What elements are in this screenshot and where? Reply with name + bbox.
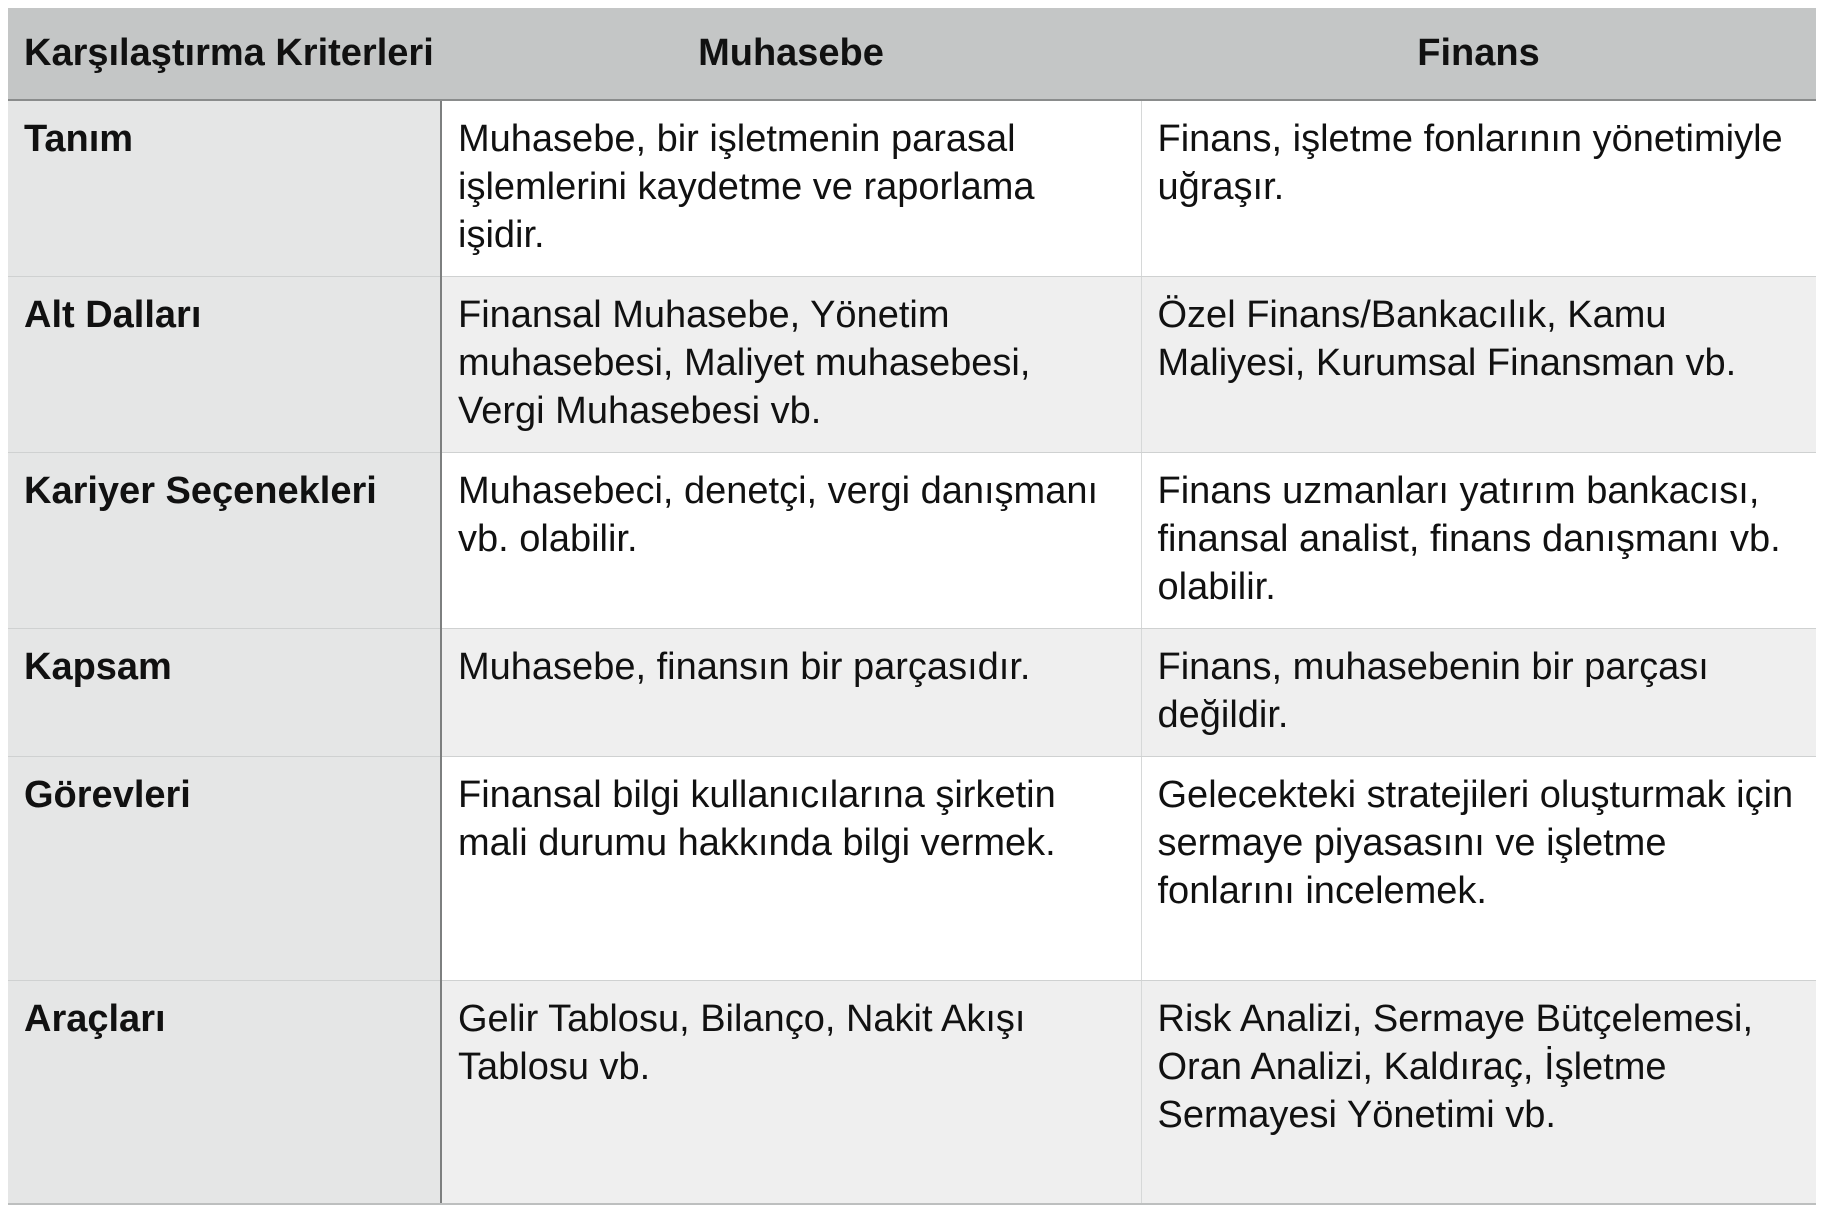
criterion-cell: Araçları (8, 980, 441, 1204)
table-row (8, 756, 1816, 980)
table-row (8, 628, 1816, 756)
accounting-cell: Muhasebe, bir işletmenin parasal işlemlerini kaydetme ve raporlama işidir. (441, 100, 1141, 276)
accounting-cell: Finansal Muhasebe, Yönetim muhasebesi, Maliyet muhasebesi, Vergi Muhasebesi vb. (441, 276, 1141, 452)
finance-cell: Finans, muhasebenin bir parçası değildir. (1141, 628, 1816, 756)
criterion-cell: Kapsam (8, 628, 441, 756)
finance-cell: Finans uzmanları yatırım bankacısı, finansal analist, finans danışmanı vb. olabilir. (1141, 452, 1816, 628)
header-finance: Finans (1141, 8, 1816, 100)
header-accounting: Muhasebe (441, 8, 1141, 100)
accounting-cell: Muhasebe, finansın bir parçasıdır. (441, 628, 1141, 756)
criterion-cell: Kariyer Seçenekleri (8, 452, 441, 628)
finance-cell: Finans, işletme fonlarının yönetimiyle uğraşır. (1141, 100, 1816, 276)
accounting-cell: Finansal bilgi kullanıcılarına şirketin mali durumu hakkında bilgi vermek. (441, 756, 1141, 980)
criterion-cell: Alt Dalları (8, 276, 441, 452)
table-row (8, 100, 1816, 276)
table-row (8, 452, 1816, 628)
accounting-cell: Muhasebeci, denetçi, vergi danışmanı vb. olabilir. (441, 452, 1141, 628)
criterion-cell: Tanım (8, 100, 441, 276)
finance-cell: Özel Finans/Bankacılık, Kamu Maliyesi, Kurumsal Finansman vb. (1141, 276, 1816, 452)
table-row (8, 980, 1816, 1204)
table-row (8, 276, 1816, 452)
table-header-row (8, 8, 1816, 100)
comparison-table (8, 8, 1816, 1205)
finance-cell: Gelecekteki stratejileri oluşturmak için sermaye piyasasını ve işletme fonlarını incelemek. (1141, 756, 1816, 980)
criterion-cell: Görevleri (8, 756, 441, 980)
header-criteria: Karşılaştırma Kriterleri (8, 8, 441, 100)
accounting-cell: Gelir Tablosu, Bilanço, Nakit Akışı Tablosu vb. (441, 980, 1141, 1204)
finance-cell: Risk Analizi, Sermaye Bütçelemesi, Oran Analizi, Kaldıraç, İşletme Sermayesi Yönetimi vb. (1141, 980, 1816, 1204)
